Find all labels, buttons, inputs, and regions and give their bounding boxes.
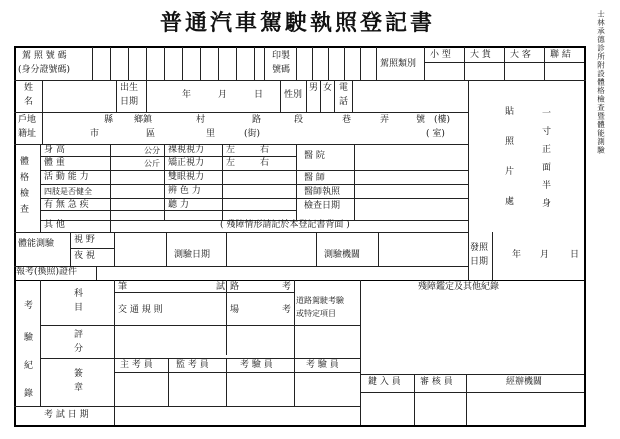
addr-li: 里 xyxy=(206,129,216,139)
category-bus: 大 客 xyxy=(510,50,531,60)
records-examiner: 考 驗 員 xyxy=(240,360,273,370)
photo-size-2: 寸 xyxy=(542,127,552,137)
exam-corrected-left: 左 xyxy=(226,158,236,168)
records-keyin: 鍵 入 員 xyxy=(368,377,401,387)
phone-label: 電 xyxy=(339,83,349,93)
records-road: 路 xyxy=(230,282,240,292)
category-small: 小 型 xyxy=(430,50,451,60)
name-label: 姓 xyxy=(24,83,34,93)
records-side-3: 紀 xyxy=(24,361,34,371)
records-reviewer: 審 核 員 xyxy=(420,377,453,387)
exam-side-2: 格 xyxy=(20,173,30,183)
gender-label: 性別 xyxy=(284,90,303,100)
fitness-test-org: 測驗機關 xyxy=(324,250,361,260)
exam-binocular: 雙眼視力 xyxy=(168,172,205,182)
records-examiner-2: 考 驗 員 xyxy=(306,360,339,370)
addr-county: 縣 xyxy=(104,115,114,125)
records-score: 評 xyxy=(74,330,84,340)
print-no-label-2: 號碼 xyxy=(272,65,291,75)
addr-village: 村 xyxy=(196,115,206,125)
addr-section: 段 xyxy=(294,115,304,125)
exam-mobility: 活 動 能 力 xyxy=(44,172,89,182)
frame-bottom xyxy=(14,425,586,427)
records-sign-2: 章 xyxy=(74,383,84,393)
frame-left xyxy=(14,46,16,427)
birth-label: 出生 xyxy=(120,83,139,93)
exam-naked-left: 左 xyxy=(226,145,236,155)
disability-records-title: 殘障鑑定及其他紀錄 xyxy=(418,282,500,292)
records-traffic-rules: 交 通 規 則 xyxy=(118,305,163,315)
print-no-label: 印製 xyxy=(272,51,291,61)
apply-docs-label: 報考(換照)證件 xyxy=(16,267,78,277)
clinic-side-note: 士林承德診所附設體格檢查暨體能測驗 xyxy=(596,10,606,155)
name-label-2: 名 xyxy=(24,97,34,107)
records-road-test-2: 或特定項目 xyxy=(296,309,336,318)
exam-height-unit: 公分 xyxy=(144,146,160,155)
addr-district: 區 xyxy=(146,129,156,139)
issue-month: 月 xyxy=(540,250,550,260)
category-label: 駕照類別 xyxy=(380,59,417,69)
addr-label: 戶地 xyxy=(18,115,37,125)
addr-city: 市 xyxy=(90,129,100,139)
phone-label-2: 話 xyxy=(339,97,349,107)
exam-color: 辨 色 力 xyxy=(168,186,201,196)
exam-limbs: 四肢是否健全 xyxy=(44,187,92,196)
addr-street: (街) xyxy=(244,129,261,139)
exam-other: 其 他 xyxy=(44,220,65,230)
addr-road: 路 xyxy=(252,115,262,125)
exam-weight: 體 重 xyxy=(44,158,65,168)
records-field-exam: 考 xyxy=(282,305,292,315)
gender-female[interactable]: 女 xyxy=(323,83,333,93)
disability-note: ( 殘障情形請記於本登記書背面 ) xyxy=(220,220,350,230)
exam-hearing: 聽 力 xyxy=(168,200,189,210)
gender-male[interactable]: 男 xyxy=(309,83,319,93)
category-truck: 大 貨 xyxy=(470,50,491,60)
addr-township: 鄉鎮 xyxy=(134,115,153,125)
addr-label-2: 籍址 xyxy=(18,129,37,139)
birth-month: 月 xyxy=(218,90,228,100)
addr-alley: 弄 xyxy=(380,115,390,125)
records-road-test: 道路駕駛考驗 xyxy=(296,296,344,305)
exam-side-3: 檢 xyxy=(20,189,30,199)
records-subject-2: 目 xyxy=(74,303,84,313)
photo-size-1: 一 xyxy=(542,109,552,119)
photo-size-4: 面 xyxy=(542,163,552,173)
exam-side-4: 查 xyxy=(20,205,30,215)
category-trailer: 聯 結 xyxy=(550,50,571,60)
records-side-4: 錄 xyxy=(24,389,34,399)
exam-illness: 有 無 急 疾 xyxy=(44,200,89,210)
id-no-label: (身分證號碼) xyxy=(18,65,71,75)
fitness-visual-field: 視 野 xyxy=(74,235,95,245)
records-side-1: 考 xyxy=(24,301,34,311)
records-chief: 主 考 員 xyxy=(120,360,153,370)
records-exam-date: 考 試 日 期 xyxy=(44,410,89,420)
records-score-2: 分 xyxy=(74,344,84,354)
records-supervisor: 監 考 員 xyxy=(176,360,209,370)
fitness-night-vision: 夜 視 xyxy=(74,251,95,261)
records-written: 筆 xyxy=(118,282,128,292)
exam-height: 身 高 xyxy=(44,145,65,155)
exam-doctor-license: 醫師執照 xyxy=(304,187,341,197)
exam-weight-unit: 公斤 xyxy=(144,159,160,168)
photo-text-2: 照 xyxy=(505,137,515,147)
fitness-label: 體能測驗 xyxy=(18,239,55,249)
issue-date-label-2: 日期 xyxy=(470,257,489,267)
exam-corrected-vision: 矯正視力 xyxy=(168,158,205,168)
records-road-exam: 考 xyxy=(282,282,292,292)
birth-label-2: 日期 xyxy=(120,97,139,107)
records-written-exam: 試 xyxy=(216,282,226,292)
addr-room: ( 室) xyxy=(426,129,445,139)
birth-year: 年 xyxy=(182,90,192,100)
records-agency: 經辦機關 xyxy=(506,377,543,387)
exam-side-1: 體 xyxy=(20,157,30,167)
license-no-label: 駕 照 號 碼 xyxy=(22,51,67,61)
photo-text-1: 貼 xyxy=(505,107,515,117)
exam-corrected-right: 右 xyxy=(260,158,270,168)
photo-size-3: 正 xyxy=(542,145,552,155)
photo-size-5: 半 xyxy=(542,181,552,191)
frame-top xyxy=(14,46,586,48)
exam-naked-right: 右 xyxy=(260,145,270,155)
addr-lane: 巷 xyxy=(342,115,352,125)
issue-year: 年 xyxy=(512,250,522,260)
records-side-2: 驗 xyxy=(24,333,34,343)
birth-day: 日 xyxy=(254,90,264,100)
issue-date-label: 發照 xyxy=(470,243,489,253)
records-subject: 科 xyxy=(74,289,84,299)
addr-number: 號 xyxy=(416,115,426,125)
exam-naked-vision: 裸視視力 xyxy=(168,145,205,155)
photo-text-4: 處 xyxy=(505,197,515,207)
photo-size-6: 身 xyxy=(542,199,552,209)
photo-text-3: 片 xyxy=(505,167,515,177)
exam-doctor: 醫 師 xyxy=(304,173,325,183)
fitness-test-date: 測驗日期 xyxy=(174,250,211,260)
records-field: 場 xyxy=(230,305,240,315)
addr-floor: (樓) xyxy=(434,115,451,125)
form-title: 普通汽車駕駛執照登記書 xyxy=(160,10,436,36)
issue-day: 日 xyxy=(570,250,580,260)
exam-hospital: 醫 院 xyxy=(304,151,325,161)
frame-right xyxy=(584,46,586,427)
records-sign: 簽 xyxy=(74,369,84,379)
exam-date: 檢查日期 xyxy=(304,201,341,211)
